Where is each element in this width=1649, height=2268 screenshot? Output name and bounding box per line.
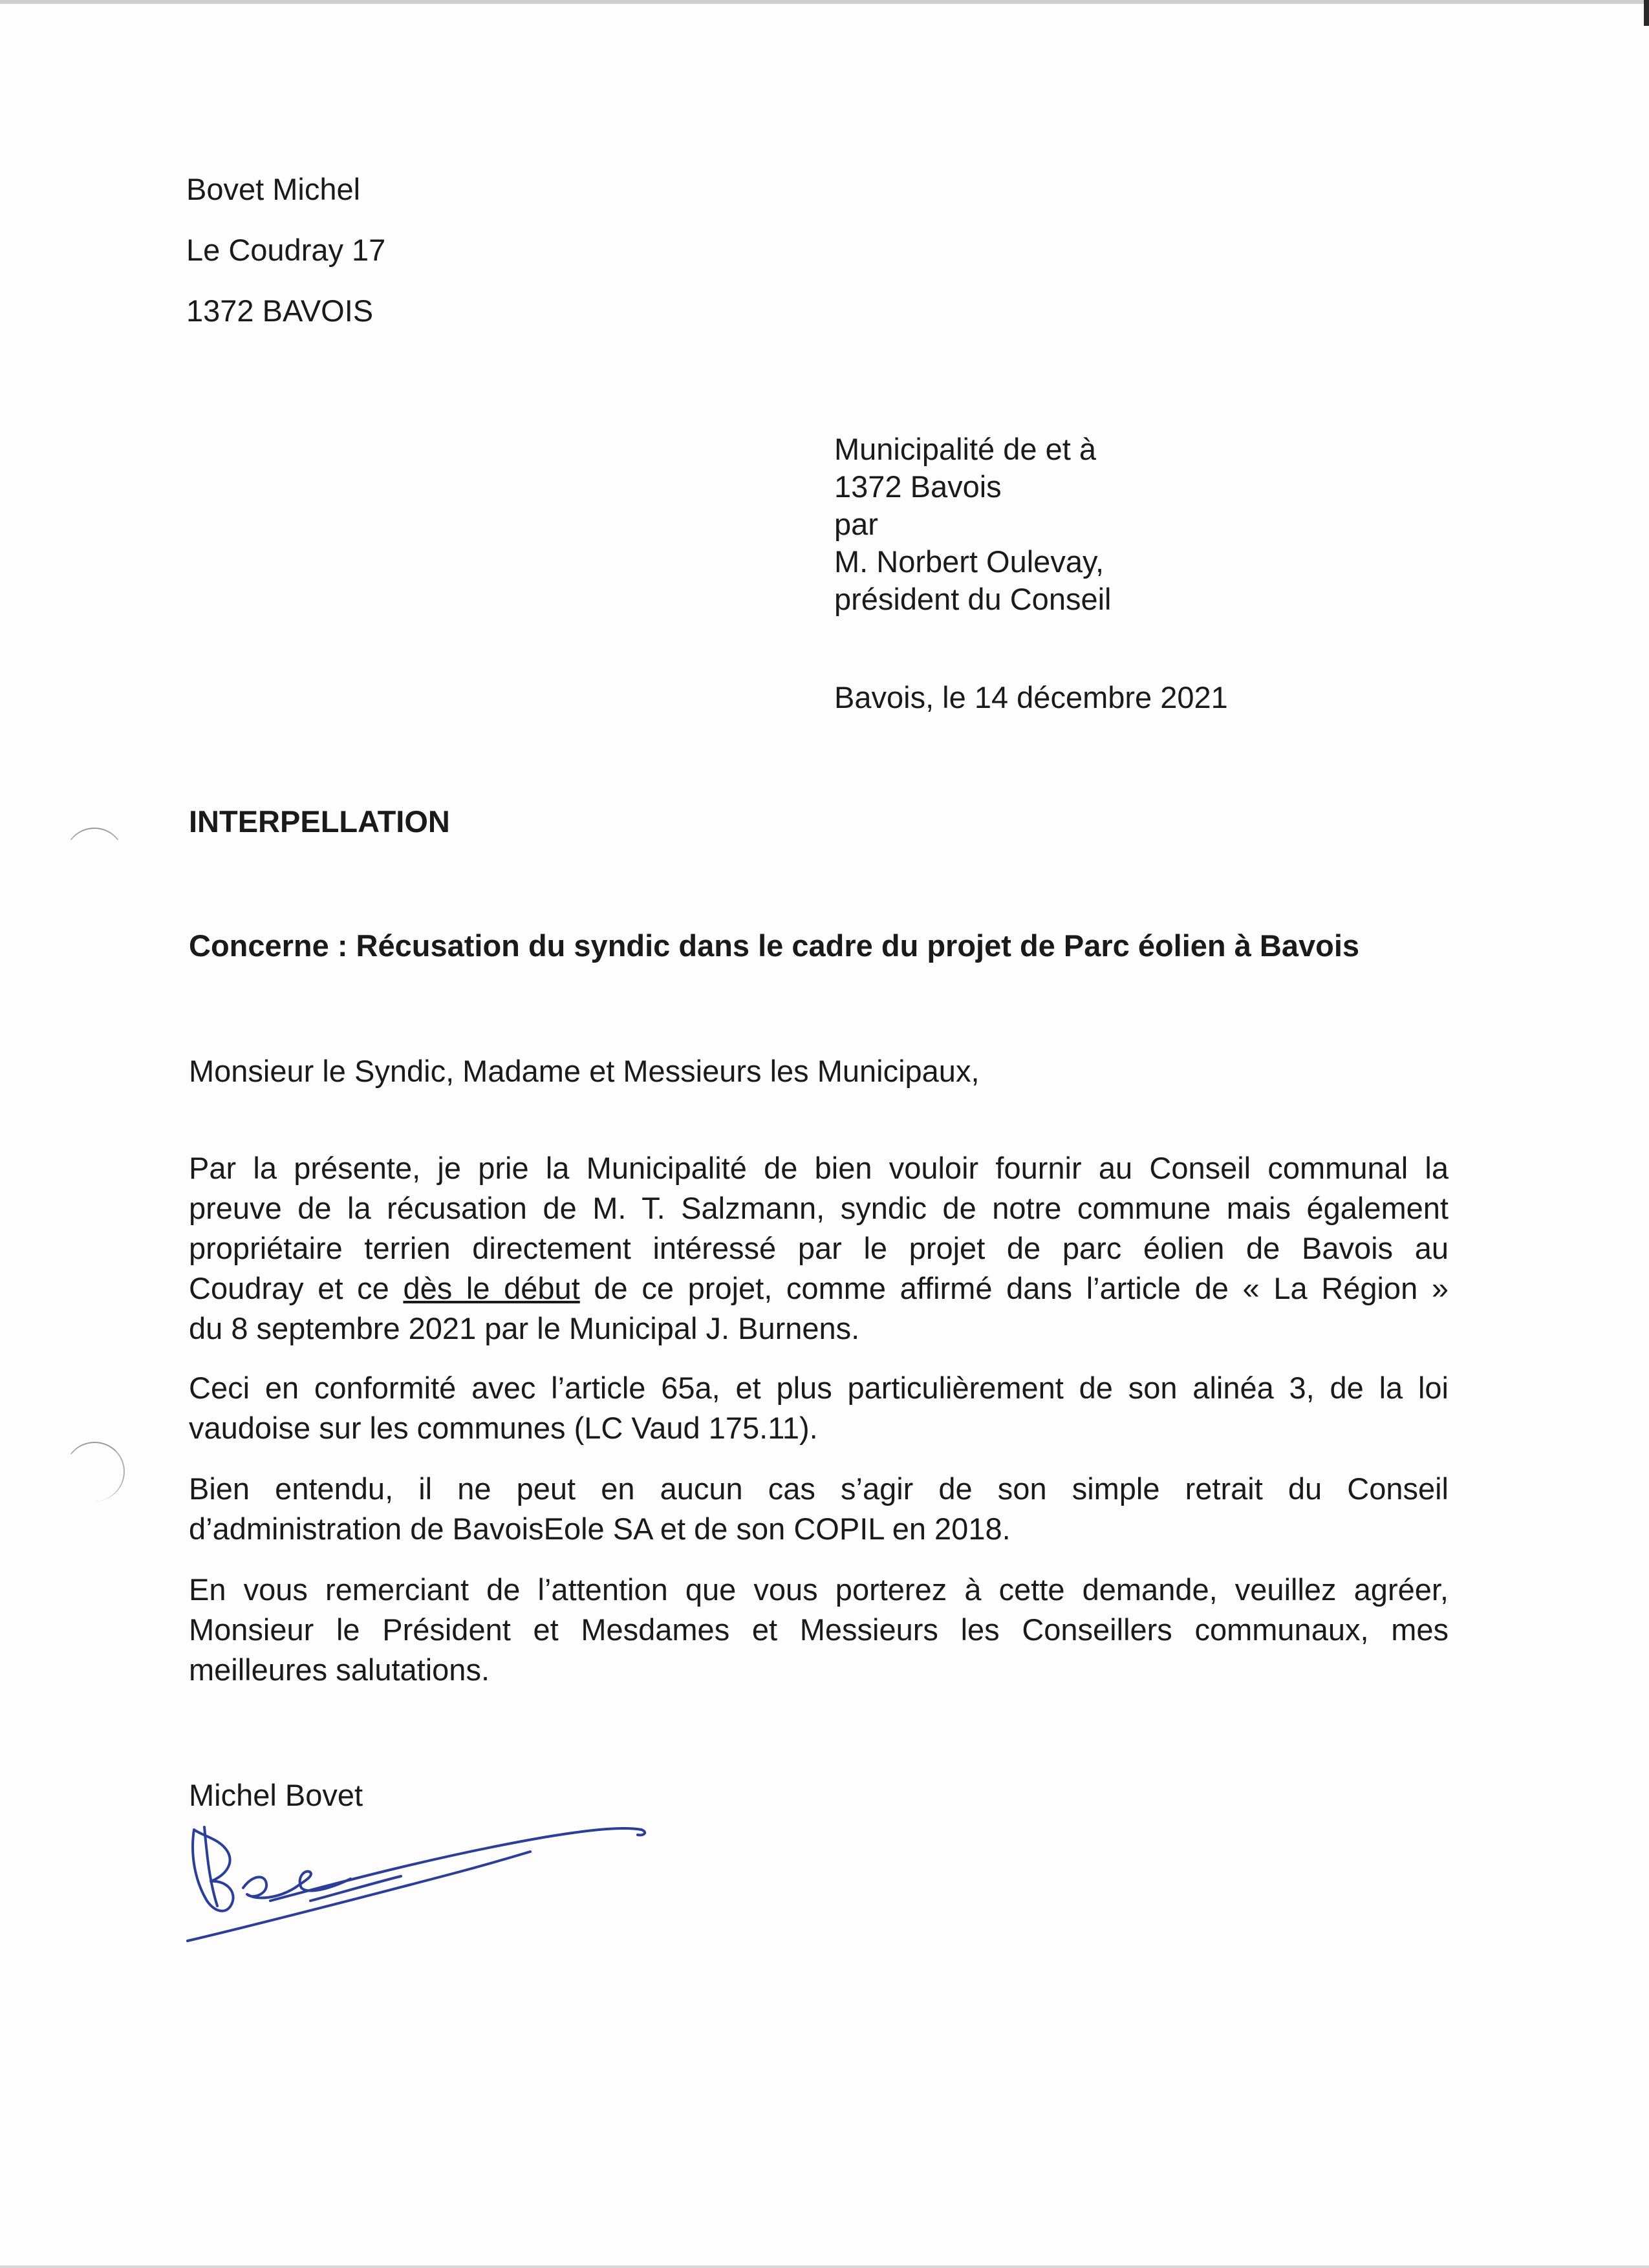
paragraph-request <box>189 1148 1449 1349</box>
recipient-line: 1372 Bavois <box>834 469 1002 504</box>
paragraph-clarification <box>189 1469 1449 1549</box>
paragraph-line: du 8 septembre 2021 par le Municipal J. Burnens. <box>189 1311 860 1345</box>
recipient-address <box>834 429 1112 617</box>
paragraph-line <box>189 1268 1449 1309</box>
paragraph-closing <box>189 1570 1449 1690</box>
scan-edge-bottom <box>0 2265 1649 2268</box>
paragraph-line: meilleures salutations. <box>189 1653 490 1687</box>
scan-edge-right <box>1644 0 1649 26</box>
text-segment: de ce projet, comme affirmé dans l’article de « La Région » <box>594 1271 1449 1305</box>
text-segment: Coudray et ce <box>189 1271 389 1305</box>
letter-salutation: Monsieur le Syndic, Madame et Messieurs les Municipaux, <box>189 1054 980 1088</box>
recipient-line: M. Norbert Oulevay, <box>834 544 1105 579</box>
sender-city: 1372 BAVOIS <box>186 294 374 328</box>
handwritten-signature <box>181 1804 660 1952</box>
paragraph-line: preuve de la récusation de M. T. Salzmann, syndic de notre commune mais également <box>189 1191 1449 1225</box>
sender-street: Le Coudray 17 <box>186 233 386 267</box>
sender-name: Bovet Michel <box>186 172 361 206</box>
recipient-line: par <box>834 507 878 541</box>
punch-hole-mark <box>65 1442 125 1501</box>
scan-edge-top <box>0 0 1649 4</box>
paragraph-line: Par la présente, je prie la Municipalité de bien vouloir fournir au Conseil communal la <box>189 1151 1449 1185</box>
paragraph-line: propriétaire terrien directement intéressé par le projet de parc éolien de Bavois au <box>189 1231 1449 1265</box>
underlined-text: dès le début <box>403 1271 580 1305</box>
paragraph-line: d’administration de BavoisEole SA et de son COPIL en 2018. <box>189 1512 1011 1546</box>
recipient-line: Municipalité de et à <box>834 432 1096 466</box>
paragraph-line: Monsieur le Président et Mesdames et Messieurs les Conseillers communaux, mes <box>189 1612 1449 1647</box>
signatory-name: Michel Bovet <box>189 1778 363 1812</box>
letter-date: Bavois, le 14 décembre 2021 <box>834 680 1228 714</box>
signature-strokes <box>188 1827 645 1941</box>
paragraph-legal-basis <box>189 1368 1449 1448</box>
paragraph-line: Bien entendu, il ne peut en aucun cas s’agir de son simple retrait du Conseil <box>189 1471 1449 1506</box>
punch-hole-mark <box>65 828 124 887</box>
recipient-line: président du Conseil <box>834 582 1112 616</box>
paragraph-line: vaudoise sur les communes (LC Vaud 175.11). <box>189 1411 818 1445</box>
letter-heading: INTERPELLATION <box>189 804 450 839</box>
letter-subject: Concerne : Récusation du syndic dans le cadre du projet de Parc éolien à Bavois <box>189 928 1360 963</box>
paragraph-line: En vous remerciant de l’attention que vous porterez à cette demande, veuillez agréer, <box>189 1572 1449 1607</box>
paragraph-line: Ceci en conformité avec l’article 65a, et plus particulièrement de son alinéa 3, de la loi <box>189 1371 1449 1405</box>
sender-address <box>186 169 385 352</box>
